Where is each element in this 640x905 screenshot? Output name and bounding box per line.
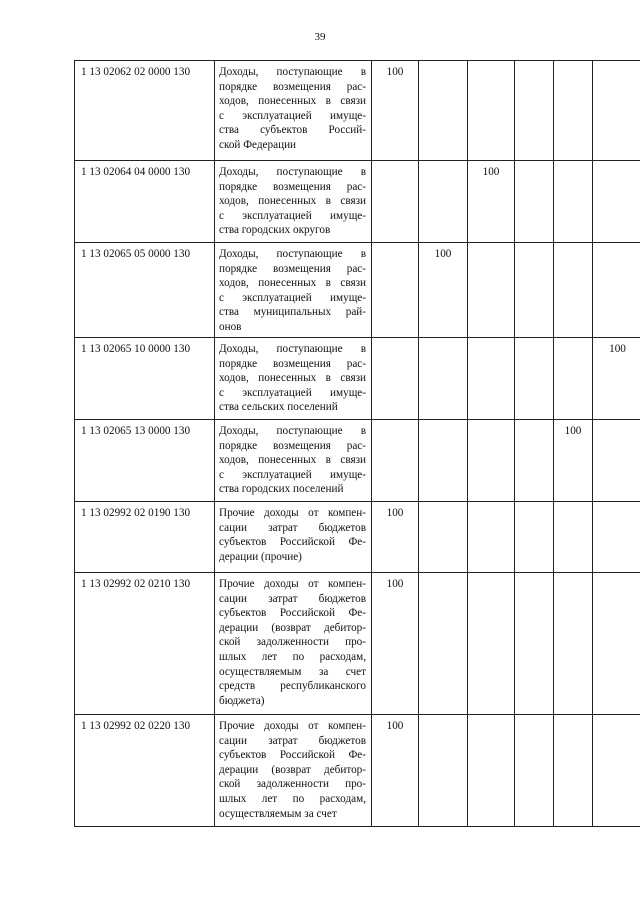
page-number: 39 xyxy=(314,31,326,43)
description-line: порядке возмещения рас- xyxy=(219,262,366,275)
description-line: дерации (возврат дебитор- xyxy=(219,621,366,634)
description-line: субъектов Российской Фе- xyxy=(219,749,366,762)
description-line: ства городских поселений xyxy=(219,483,344,496)
row-description-cell xyxy=(215,573,372,715)
description-line: ходов, понесенных в связи xyxy=(219,277,366,290)
row-code-cell: 1 13 02065 10 0000 130 xyxy=(75,338,215,420)
description-line: дерации (возврат дебитор- xyxy=(219,763,366,776)
table-row xyxy=(75,243,640,338)
value-cell-col-6 xyxy=(593,420,640,502)
value-cell-col-3: 100 xyxy=(468,161,515,243)
row-description-cell xyxy=(215,243,372,338)
value-cell-col-6: 100 xyxy=(593,338,640,420)
value-cell-col-2 xyxy=(419,715,468,827)
description-line: Доходы, поступающие в xyxy=(219,66,366,78)
row-description-cell xyxy=(215,502,372,573)
description-line: Доходы, поступающие в xyxy=(219,425,366,437)
description-line: шлых лет по расходам, xyxy=(219,650,366,663)
description-line: порядке возмещения рас- xyxy=(219,439,366,452)
value-cell-col-1: 100 xyxy=(372,715,419,827)
value-cell-col-4 xyxy=(515,573,554,715)
value-cell-col-3 xyxy=(468,420,515,502)
value-cell-col-6 xyxy=(593,573,640,715)
value-cell-col-5 xyxy=(554,715,593,827)
row-description-cell xyxy=(215,715,372,827)
value-cell-col-2 xyxy=(419,502,468,573)
description-line: с эксплуатацией имуще- xyxy=(219,291,366,304)
description-line: онов xyxy=(219,320,242,333)
value-cell-col-5 xyxy=(554,338,593,420)
description-line: ской Федерации xyxy=(219,138,297,151)
description-line: субъектов Российской Фе- xyxy=(219,536,366,549)
value-cell-col-4 xyxy=(515,338,554,420)
table-row xyxy=(75,715,640,827)
value-cell-col-1 xyxy=(372,161,419,243)
description-line: с эксплуатацией имуще- xyxy=(219,209,366,222)
value-cell-col-6 xyxy=(593,161,640,243)
table-row xyxy=(75,338,640,420)
description-line: ской задолженности про- xyxy=(219,778,366,791)
description-line: порядке возмещения рас- xyxy=(219,80,366,93)
row-description-cell xyxy=(215,420,372,502)
value-cell-col-3 xyxy=(468,715,515,827)
value-cell-col-5: 100 xyxy=(554,420,593,502)
table-row xyxy=(75,420,640,502)
value-cell-col-1: 100 xyxy=(372,573,419,715)
value-cell-col-2 xyxy=(419,61,468,161)
description-line: с эксплуатацией имуще- xyxy=(219,468,366,481)
value-cell-col-3 xyxy=(468,502,515,573)
description-line: с эксплуатацией имуще- xyxy=(219,386,366,399)
description-line: шлых лет по расходам, xyxy=(219,792,366,805)
description-line: ства городских округов xyxy=(219,224,331,237)
row-code-cell: 1 13 02065 13 0000 130 xyxy=(75,420,215,502)
value-cell-col-3 xyxy=(468,338,515,420)
value-cell-col-4 xyxy=(515,420,554,502)
table-row xyxy=(75,161,640,243)
value-cell-col-4 xyxy=(515,161,554,243)
value-cell-col-1: 100 xyxy=(372,502,419,573)
value-cell-col-3 xyxy=(468,61,515,161)
description-line: ской задолженности про- xyxy=(219,636,366,649)
value-cell-col-1 xyxy=(372,338,419,420)
value-cell-col-3 xyxy=(468,573,515,715)
description-line: ства субъектов Россий- xyxy=(219,124,366,137)
value-cell-col-6 xyxy=(593,243,640,338)
description-line: порядке возмещения рас- xyxy=(219,357,366,370)
value-cell-col-5 xyxy=(554,61,593,161)
value-cell-col-4 xyxy=(515,61,554,161)
description-line: средств республиканского xyxy=(219,680,366,693)
value-cell-col-4 xyxy=(515,502,554,573)
row-code-cell: 1 13 02992 02 0220 130 xyxy=(75,715,215,827)
description-line: Доходы, поступающие в xyxy=(219,343,366,355)
description-line: бюджета) xyxy=(219,694,265,707)
description-line: ходов, понесенных в связи xyxy=(219,454,366,467)
description-line: Прочие доходы от компен- xyxy=(219,578,366,590)
description-line: сации затрат бюджетов xyxy=(219,734,366,747)
description-line: Прочие доходы от компен- xyxy=(219,507,366,519)
description-line: ства муниципальных рай- xyxy=(219,306,366,319)
description-line: сации затрат бюджетов xyxy=(219,521,366,534)
description-line: Прочие доходы от компен- xyxy=(219,720,366,732)
value-cell-col-1: 100 xyxy=(372,61,419,161)
value-cell-col-2 xyxy=(419,573,468,715)
value-cell-col-2 xyxy=(419,161,468,243)
description-line: порядке возмещения рас- xyxy=(219,180,366,193)
row-code-cell: 1 13 02992 02 0190 130 xyxy=(75,502,215,573)
value-cell-col-6 xyxy=(593,715,640,827)
description-line: ходов, понесенных в связи xyxy=(219,95,366,108)
description-line: с эксплуатацией имуще- xyxy=(219,109,366,122)
description-line: сации затрат бюджетов xyxy=(219,592,366,605)
value-cell-col-5 xyxy=(554,573,593,715)
table-row xyxy=(75,61,640,161)
description-line: ходов, понесенных в связи xyxy=(219,372,366,385)
value-cell-col-6 xyxy=(593,61,640,161)
description-line: ства сельских поселений xyxy=(219,401,338,414)
row-description-cell xyxy=(215,161,372,243)
description-line: субъектов Российской Фе- xyxy=(219,607,366,620)
value-cell-col-5 xyxy=(554,161,593,243)
value-cell-col-6 xyxy=(593,502,640,573)
description-line: ходов, понесенных в связи xyxy=(219,195,366,208)
table-row xyxy=(75,573,640,715)
value-cell-col-1 xyxy=(372,243,419,338)
value-cell-col-3 xyxy=(468,243,515,338)
value-cell-col-5 xyxy=(554,243,593,338)
row-code-cell: 1 13 02065 05 0000 130 xyxy=(75,243,215,338)
value-cell-col-2 xyxy=(419,420,468,502)
description-line: дерации (прочие) xyxy=(219,550,302,563)
row-description-cell xyxy=(215,61,372,161)
row-code-cell: 1 13 02062 02 0000 130 xyxy=(75,61,215,161)
row-code-cell: 1 13 02992 02 0210 130 xyxy=(75,573,215,715)
description-line: осуществляемым за счет xyxy=(219,665,366,678)
description-line: Доходы, поступающие в xyxy=(219,248,366,260)
value-cell-col-4 xyxy=(515,243,554,338)
budget-classification-table xyxy=(74,60,640,827)
description-line: Доходы, поступающие в xyxy=(219,166,366,178)
row-code-cell: 1 13 02064 04 0000 130 xyxy=(75,161,215,243)
value-cell-col-1 xyxy=(372,420,419,502)
table-body xyxy=(75,61,640,827)
table-row xyxy=(75,502,640,573)
value-cell-col-2 xyxy=(419,338,468,420)
value-cell-col-4 xyxy=(515,715,554,827)
value-cell-col-2: 100 xyxy=(419,243,468,338)
value-cell-col-5 xyxy=(554,502,593,573)
row-description-cell xyxy=(215,338,372,420)
description-line: осуществляемым за счет xyxy=(219,807,337,820)
